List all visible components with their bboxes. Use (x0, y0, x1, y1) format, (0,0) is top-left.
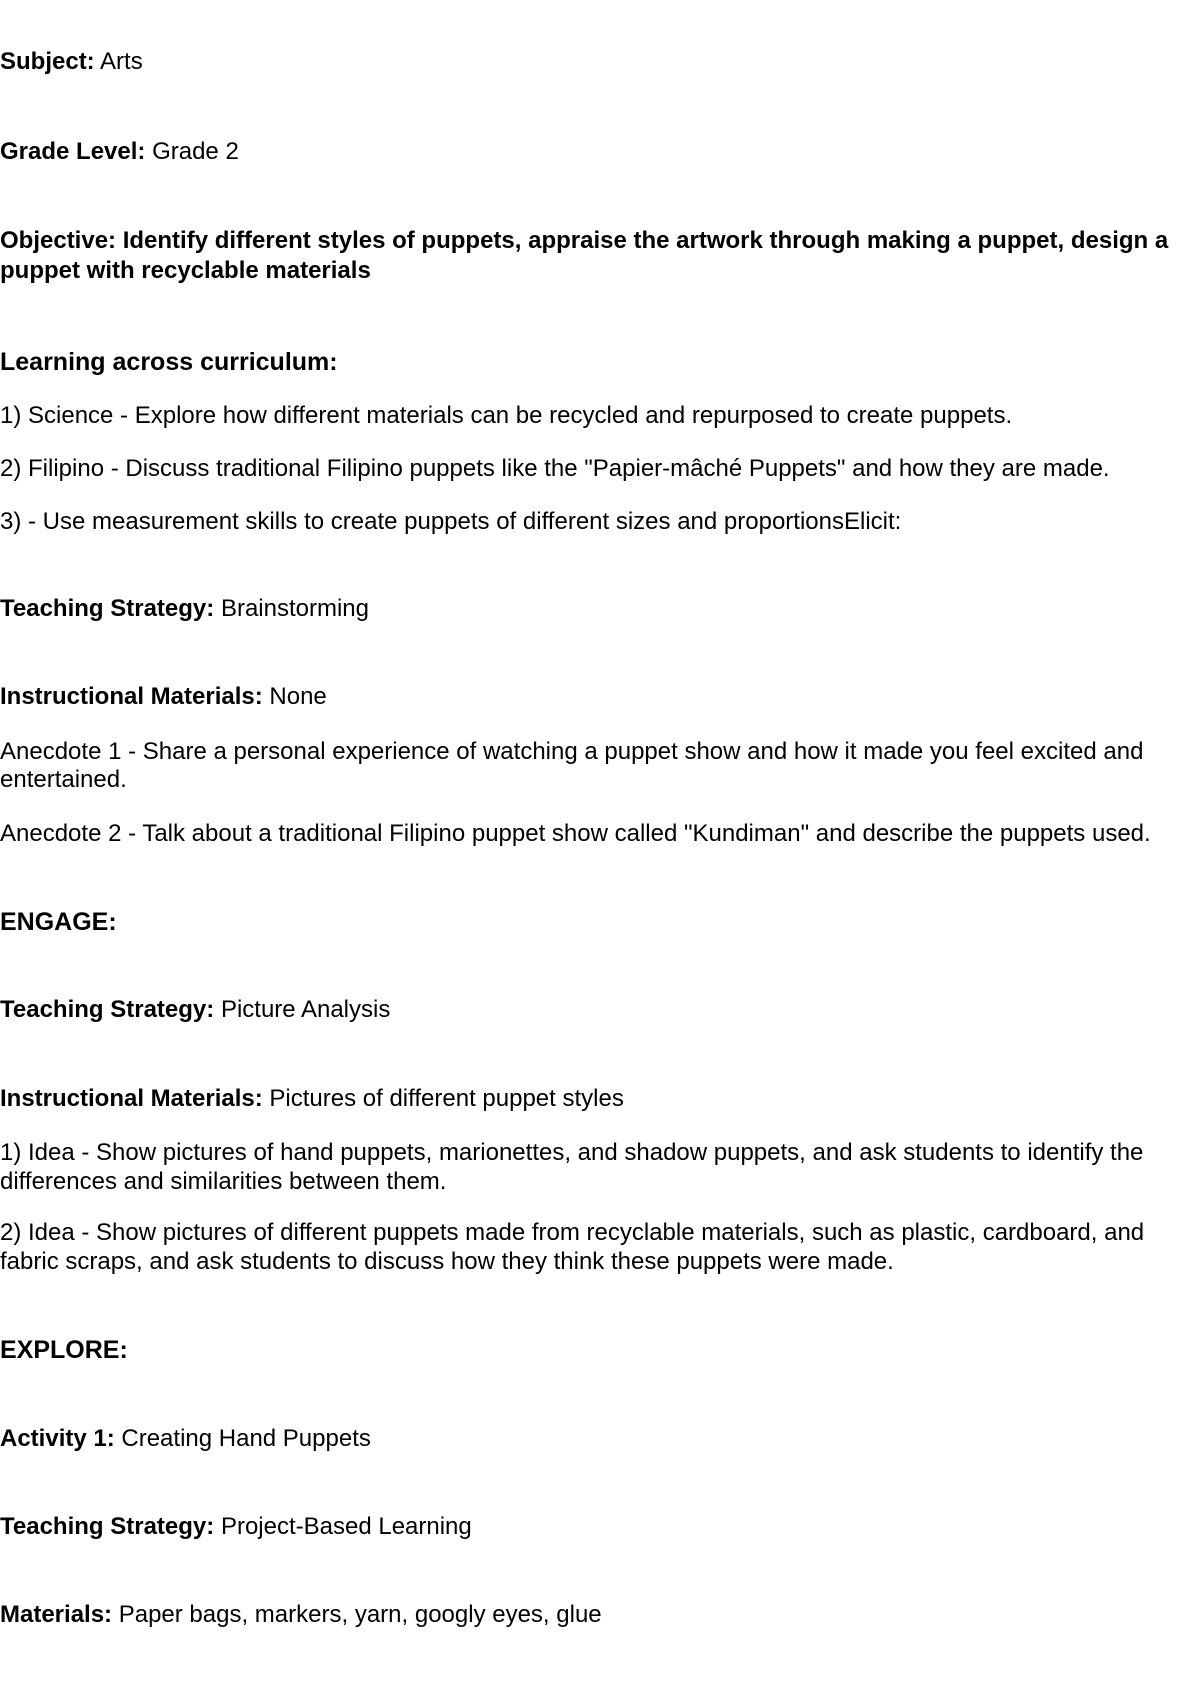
curriculum-item: 3) - Use measurement skills to create puppets of different sizes and proportionsElicit: (0, 508, 902, 535)
objective-line (0, 226, 1196, 286)
engage-idea-item: 1) Idea - Show pictures of hand puppets, marionettes, and shadow puppets, and ask students to identify the differences and similarities between them. (0, 1139, 1144, 1195)
materials-value: Paper bags, markers, yarn, googly eyes, glue (118, 1601, 602, 1628)
elicit-instructional-materials-line (0, 682, 327, 712)
grade-level-value: Grade 2 (152, 138, 239, 165)
explore-teaching-strategy-line (0, 1512, 472, 1542)
activity-value: Creating Hand Puppets (121, 1425, 371, 1452)
learning-across-curriculum-heading: Learning across curriculum: (0, 348, 338, 376)
curriculum-item: 2) Filipino - Discuss traditional Filipino puppets like the "Papier-mâché Puppets" and how they are made. (0, 455, 1110, 482)
engage-idea-item: 2) Idea - Show pictures of different puppets made from recyclable materials, such as plastic, cardboard, and fabric scraps, and ask students to discuss how they think these puppets were made. (0, 1219, 1145, 1275)
teaching-strategy-value: Project-Based Learning (220, 1513, 472, 1540)
subject-label: Subject: (0, 48, 95, 75)
subject-value: Arts (100, 48, 143, 75)
explore-heading: EXPLORE: (0, 1336, 128, 1364)
objective-label: Objective: (0, 227, 117, 254)
instructional-materials-label: Instructional Materials: (0, 683, 263, 710)
teaching-strategy-label: Teaching Strategy: (0, 996, 215, 1023)
explore-activity-line (0, 1424, 371, 1454)
engage-teaching-strategy-line (0, 995, 390, 1025)
objective-value: Identify different styles of puppets, appraise the artwork through making a puppet, design a puppet with recyclable materials (0, 227, 1169, 284)
teaching-strategy-value: Picture Analysis (220, 996, 391, 1023)
subject-line (0, 47, 143, 77)
instructional-materials-value: None (269, 683, 327, 710)
teaching-strategy-label: Teaching Strategy: (0, 1513, 215, 1540)
instructional-materials-value: Pictures of different puppet styles (269, 1085, 624, 1112)
explore-materials-line (0, 1600, 602, 1630)
engage-instructional-materials-line (0, 1084, 624, 1114)
teaching-strategy-label: Teaching Strategy: (0, 595, 215, 622)
anecdote-item: Anecdote 2 - Talk about a traditional Filipino puppet show called "Kundiman" and describe the puppets used. (0, 820, 1151, 847)
grade-level-line (0, 137, 239, 167)
anecdote-item: Anecdote 1 - Share a personal experience of watching a puppet show and how it made you feel excited and entertained. (0, 738, 1144, 793)
elicit-teaching-strategy-line (0, 594, 369, 624)
grade-level-label: Grade Level: (0, 138, 146, 165)
materials-label: Materials: (0, 1601, 113, 1628)
teaching-strategy-value: Brainstorming (220, 595, 369, 622)
curriculum-item: 1) Science - Explore how different materials can be recycled and repurposed to create puppets. (0, 402, 1013, 429)
instructional-materials-label: Instructional Materials: (0, 1085, 263, 1112)
engage-heading: ENGAGE: (0, 908, 117, 936)
activity-label: Activity 1: (0, 1425, 115, 1452)
